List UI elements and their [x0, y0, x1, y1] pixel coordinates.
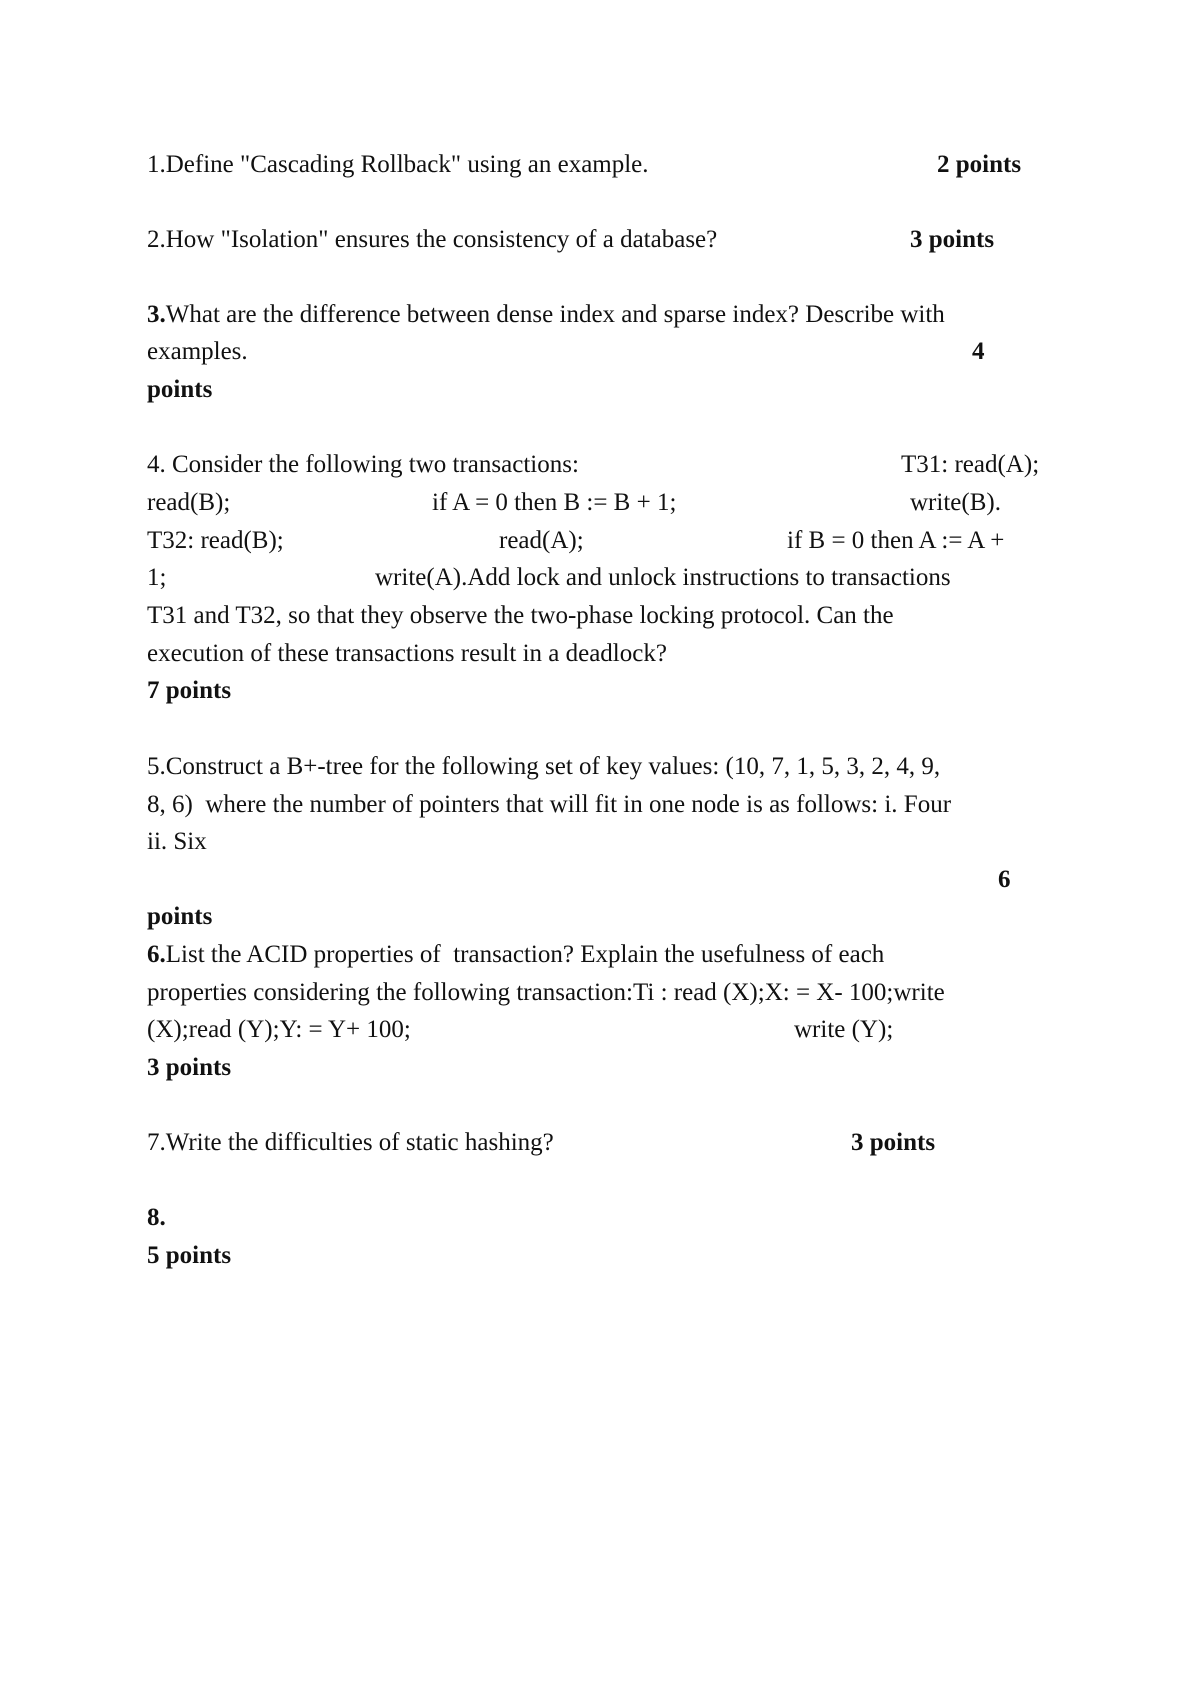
question-5-line-2: 8, 6) where the number of pointers that will fit in one node is as follows: i. Four — [147, 791, 952, 818]
question-6-line-2: properties considering the following transaction:Ti : read (X);X: = X- 100;write — [147, 979, 945, 1006]
question-4-if-a-then-b: if A = 0 then B := B + 1; — [432, 489, 677, 516]
question-4-t32-read-b: T32: read(B); — [147, 527, 284, 554]
question-1-text: 1.Define "Cascading Rollback" using an example. — [147, 151, 649, 178]
question-4-line-5: T31 and T32, so that they observe the two-phase locking protocol. Can the — [147, 602, 894, 629]
question-4-read-b: read(B); — [147, 489, 231, 516]
question-3-number: 3. — [147, 301, 166, 328]
question-7-points: 3 points — [851, 1129, 936, 1156]
question-8-number: 8. — [147, 1204, 166, 1231]
question-5-points-number: 6 — [998, 866, 1011, 893]
question-4-points: 7 points — [147, 677, 232, 704]
question-4-t31-read-a: T31: read(A); — [901, 451, 1040, 478]
question-5-points-label: points — [147, 903, 213, 930]
question-4-line-1: 4. Consider the following two transactions: — [147, 451, 579, 478]
question-5-line-3: ii. Six — [147, 828, 207, 855]
question-4-write-a: write(A).Add lock and unlock instructions to transactions — [375, 564, 951, 591]
question-1-points: 2 points — [937, 151, 1022, 178]
question-4-read-a: read(A); — [499, 527, 584, 554]
question-4-line-6: execution of these transactions result in a deadlock? — [147, 640, 667, 667]
question-3-text: What are the difference between dense index and sparse index? Describe with — [165, 301, 945, 328]
question-4-if-b-then-a: if B = 0 then A := A + — [787, 527, 1005, 554]
question-4-write-b: write(B). — [910, 489, 1001, 516]
question-3-line-2: examples. — [147, 338, 248, 365]
question-3-points-label: points — [147, 376, 213, 403]
question-6-line-1 — [147, 942, 884, 967]
question-3-line-1 — [147, 302, 945, 327]
question-6-text: List the ACID properties of transaction? Explain the usefulness of each — [165, 941, 885, 968]
question-7-text: 7.Write the difficulties of static hashing? — [147, 1129, 554, 1156]
question-3-points-number: 4 — [972, 338, 985, 365]
question-6-number: 6. — [147, 941, 166, 968]
question-4-one: 1; — [147, 564, 167, 591]
question-2-text: 2.How "Isolation" ensures the consistency of a database? — [147, 226, 718, 253]
question-6-write-y: write (Y); — [794, 1016, 894, 1043]
question-6-line-3: (X);read (Y);Y: = Y+ 100; — [147, 1016, 411, 1043]
question-5-line-1: 5.Construct a B+-tree for the following set of key values: (10, 7, 1, 5, 3, 2, 4, 9, — [147, 753, 941, 780]
question-8-points: 5 points — [147, 1242, 232, 1269]
question-2-points: 3 points — [910, 226, 995, 253]
question-6-points: 3 points — [147, 1054, 232, 1081]
